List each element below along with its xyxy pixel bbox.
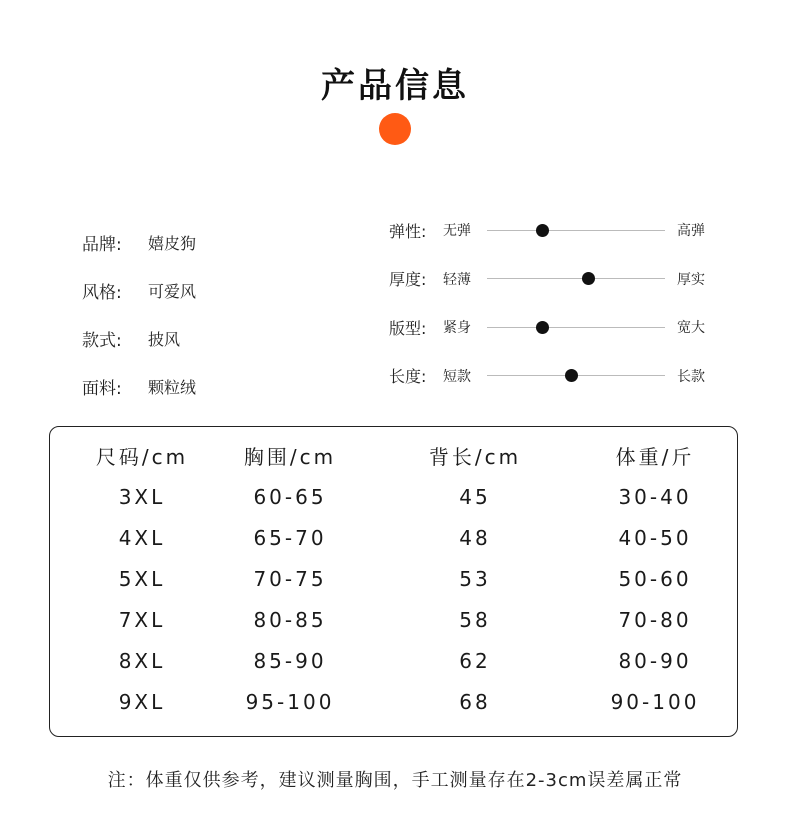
scale-min-label: 轻薄 bbox=[443, 271, 471, 288]
scale-max-label: 宽大 bbox=[677, 320, 705, 337]
basic-info-row bbox=[82, 266, 196, 314]
basic-info-value: 嬉皮狗 bbox=[148, 233, 197, 253]
table-cell: 5XL bbox=[118, 567, 166, 591]
scale-label: 弹性: bbox=[389, 221, 427, 241]
basic-info-value: 颗粒绒 bbox=[148, 377, 197, 397]
table-row bbox=[50, 477, 737, 518]
accent-dot bbox=[379, 113, 411, 145]
table-cell: 9XL bbox=[118, 690, 166, 714]
table-cell: 58 bbox=[459, 608, 491, 632]
table-header-row bbox=[50, 437, 737, 478]
scale-indicator bbox=[536, 321, 549, 334]
scale-track bbox=[487, 327, 665, 328]
table-row bbox=[50, 518, 737, 559]
scale-max-label: 高弹 bbox=[677, 223, 705, 240]
table-cell: 62 bbox=[459, 649, 491, 673]
table-cell: 30-40 bbox=[618, 485, 692, 509]
scale-max-label: 长款 bbox=[677, 368, 705, 385]
table-cell: 53 bbox=[459, 567, 491, 591]
table-header-cell: 尺码/cm bbox=[95, 445, 189, 469]
basic-info-row bbox=[82, 314, 196, 362]
table-cell: 3XL bbox=[118, 485, 166, 509]
table-header-cell: 体重/斤 bbox=[615, 445, 695, 469]
scale-label: 版型: bbox=[389, 318, 427, 338]
table-row bbox=[50, 641, 737, 682]
table-row bbox=[50, 600, 737, 641]
table-cell: 70-80 bbox=[618, 608, 692, 632]
table-row bbox=[50, 682, 737, 723]
table-cell: 85-90 bbox=[253, 649, 327, 673]
table-cell: 90-100 bbox=[610, 690, 700, 714]
table-cell: 50-60 bbox=[618, 567, 692, 591]
scale-indicator bbox=[536, 224, 549, 237]
basic-info-label: 款式: bbox=[82, 330, 122, 351]
scale-indicator bbox=[565, 369, 578, 382]
scale-track bbox=[487, 375, 665, 376]
table-cell: 80-85 bbox=[253, 608, 327, 632]
table-cell: 65-70 bbox=[253, 526, 327, 550]
property-scales bbox=[389, 206, 705, 400]
scale-row bbox=[389, 352, 705, 401]
basic-info bbox=[82, 218, 196, 410]
table-cell: 7XL bbox=[118, 608, 166, 632]
measurement-note: 注：体重仅供参考，建议测量胸围，手工测量存在2-3cm误差属正常 bbox=[107, 770, 683, 791]
scale-label: 厚度: bbox=[389, 270, 427, 290]
basic-info-label: 面料: bbox=[82, 378, 122, 399]
scale-row bbox=[389, 206, 705, 255]
page-title: 产品信息 bbox=[321, 66, 469, 106]
scale-indicator bbox=[582, 272, 595, 285]
basic-info-label: 风格: bbox=[82, 282, 122, 303]
basic-info-label: 品牌: bbox=[82, 234, 122, 255]
size-table bbox=[49, 426, 738, 737]
scale-min-label: 短款 bbox=[443, 368, 471, 385]
table-cell: 80-90 bbox=[618, 649, 692, 673]
table-cell: 48 bbox=[459, 526, 491, 550]
scale-row bbox=[389, 303, 705, 352]
basic-info-row bbox=[82, 218, 196, 266]
table-cell: 4XL bbox=[118, 526, 166, 550]
scale-track bbox=[487, 230, 665, 231]
table-row bbox=[50, 559, 737, 600]
table-header-cell: 胸围/cm bbox=[243, 445, 337, 469]
table-cell: 95-100 bbox=[245, 690, 335, 714]
basic-info-value: 披风 bbox=[148, 329, 181, 349]
scale-min-label: 无弹 bbox=[443, 223, 471, 240]
table-header-cell: 背长/cm bbox=[428, 445, 522, 469]
scale-track bbox=[487, 278, 665, 279]
table-cell: 70-75 bbox=[253, 567, 327, 591]
basic-info-value: 可爱风 bbox=[148, 281, 197, 301]
basic-info-row bbox=[82, 362, 196, 410]
scale-min-label: 紧身 bbox=[443, 320, 471, 337]
table-cell: 45 bbox=[459, 485, 491, 509]
scale-row bbox=[389, 255, 705, 304]
table-cell: 8XL bbox=[118, 649, 166, 673]
table-cell: 68 bbox=[459, 690, 491, 714]
scale-max-label: 厚实 bbox=[677, 271, 705, 288]
table-cell: 60-65 bbox=[253, 485, 327, 509]
scale-label: 长度: bbox=[389, 367, 427, 387]
table-cell: 40-50 bbox=[618, 526, 692, 550]
